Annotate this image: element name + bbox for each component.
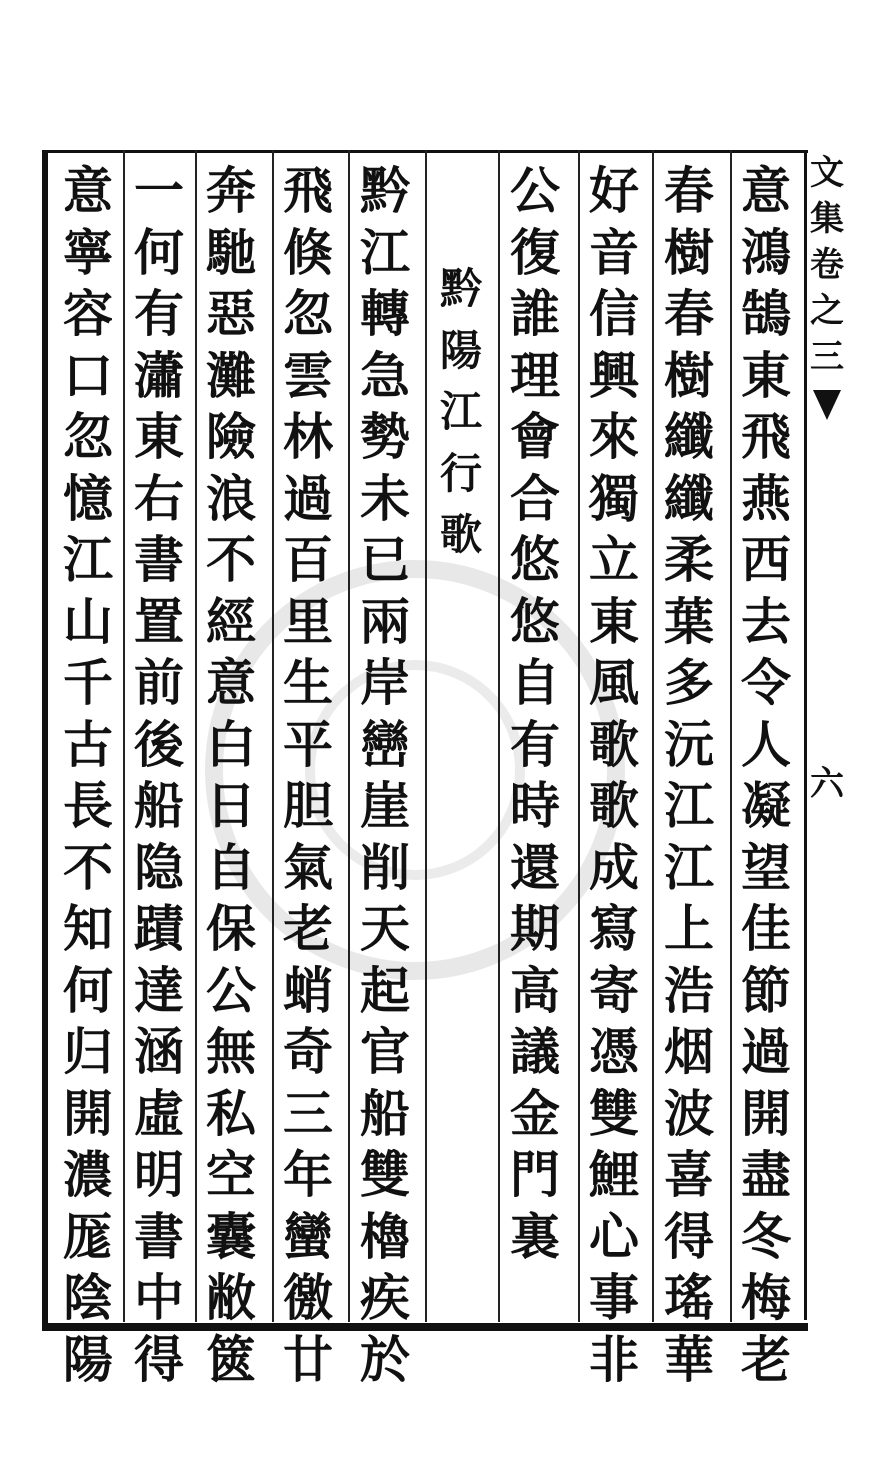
text-column-1 [734,160,798,1390]
character: 雙 [589,1083,639,1143]
character: 達 [134,960,184,1020]
character: 浩 [664,960,714,1020]
character: 保 [206,899,256,958]
character: 過 [283,468,333,528]
character: 期 [510,899,560,958]
character: 開 [741,1083,791,1143]
character: 東 [589,591,639,651]
character: 雲 [283,345,333,405]
character: 雙 [360,1145,410,1204]
column-rule [425,150,427,1322]
character: 灘 [206,345,256,405]
character: 興 [589,345,639,405]
character: 奔 [206,161,256,220]
character: 篋 [206,1329,256,1389]
character: 起 [360,960,410,1020]
character: 江 [439,387,482,436]
margin-character: 集 [810,199,844,239]
leaf-number: 六 [810,764,844,804]
character: 江 [360,222,410,282]
character: 有 [510,714,560,774]
character: 倏 [283,222,333,282]
character: 生 [283,653,333,712]
character: 春 [664,284,714,343]
character: 寧 [63,222,113,282]
character: 令 [741,653,791,712]
character: 合 [510,468,560,528]
character: 老 [283,899,333,958]
character: 山 [63,591,113,651]
character: 議 [510,1022,560,1081]
character: 兩 [360,591,410,651]
character: 歌 [439,510,482,559]
character: 喜 [664,1145,714,1204]
character: 林 [283,407,333,466]
character: 老 [741,1329,791,1389]
character: 口 [63,345,113,405]
character: 長 [63,776,113,835]
character: 未 [360,468,410,528]
character: 西 [741,530,791,589]
character: 瑤 [664,1268,714,1327]
text-column-7 [276,160,340,1390]
character: 巒 [360,714,410,774]
character: 立 [589,530,639,589]
character: 已 [360,530,410,589]
character: 公 [206,960,256,1020]
character: 隐 [134,837,184,897]
character: 勢 [360,407,410,466]
character: 來 [589,407,639,466]
column-rule [123,150,125,1322]
poem-title-column [429,258,493,566]
character: 不 [206,530,256,589]
text-column-3 [582,160,646,1390]
column-rule [652,150,654,1322]
character: 還 [510,837,560,897]
character: 音 [589,222,639,282]
character: 金 [510,1083,560,1143]
text-column-10 [56,160,120,1390]
character: 成 [589,837,639,897]
character: 悠 [510,530,560,589]
margin-character: 卷 [810,245,844,285]
character: 非 [589,1329,639,1389]
character: 百 [283,530,333,589]
character: 柔 [664,530,714,589]
character: 風 [589,653,639,712]
character: 囊 [206,1206,256,1266]
text-column-6 [353,160,417,1390]
character: 自 [510,653,560,712]
character: 高 [510,960,560,1020]
margin-character: 之 [810,291,844,331]
character: 惡 [206,284,256,343]
character: 涵 [134,1022,184,1081]
character: 誰 [510,284,560,343]
character: 不 [63,837,113,897]
character: 悠 [510,591,560,651]
character: 去 [741,591,791,651]
character: 蛸 [283,960,333,1020]
character: 瀟 [134,345,184,405]
character: 何 [134,222,184,282]
character: 梅 [741,1268,791,1327]
character: 虛 [134,1083,184,1143]
character: 氣 [283,837,333,897]
character: 得 [664,1206,714,1266]
character: 無 [206,1022,256,1081]
character: 三 [283,1083,333,1143]
character: 飛 [283,161,333,220]
book-margin [804,150,847,1320]
character: 日 [206,776,256,835]
character: 過 [741,1022,791,1081]
character: 江 [664,837,714,897]
character: 黔 [360,161,410,220]
character: 平 [283,714,333,774]
character: 轉 [360,284,410,343]
character: 冬 [741,1206,791,1266]
character: 白 [206,714,256,774]
character: 時 [510,776,560,835]
character: 經 [206,591,256,651]
character: 寄 [589,960,639,1020]
character: 敝 [206,1268,256,1327]
character: 櫓 [360,1206,410,1266]
character: 心 [589,1206,639,1266]
character: 奇 [283,1022,333,1081]
character: 鵠 [741,284,791,343]
character: 官 [360,1022,410,1081]
character: 有 [134,284,184,343]
character: 憑 [589,1022,639,1081]
character: 船 [360,1083,410,1143]
character: 樹 [664,222,714,282]
book-title [810,150,844,380]
fishtail-mark [813,390,841,420]
character: 蹟 [134,899,184,958]
character: 盡 [741,1145,791,1204]
column-rule [272,150,274,1322]
character: 節 [741,960,791,1020]
character: 波 [664,1083,714,1143]
text-column-4 [503,160,567,1267]
character: 險 [206,407,256,466]
character: 置 [134,591,184,651]
character: 復 [510,222,560,282]
character: 削 [360,837,410,897]
column-rule [730,150,732,1322]
character: 纖 [664,468,714,528]
column-rule [498,150,500,1322]
character: 厖 [63,1206,113,1266]
character: 多 [664,653,714,712]
character: 蠻 [283,1206,333,1266]
character: 獨 [589,468,639,528]
character: 華 [664,1329,714,1389]
character: 忽 [63,407,113,466]
column-rule [348,150,350,1322]
character: 歌 [589,776,639,835]
character: 葉 [664,591,714,651]
character: 陽 [439,325,482,375]
character: 陰 [63,1268,113,1327]
character: 春 [664,161,714,220]
character: 一 [134,161,184,220]
character: 右 [134,468,184,528]
character: 東 [741,345,791,405]
character: 意 [741,161,791,220]
character: 開 [63,1083,113,1143]
text-column-9 [127,160,191,1390]
character: 中 [134,1268,184,1327]
character: 纖 [664,407,714,466]
column-rule [578,150,580,1322]
character: 燕 [741,468,791,528]
character: 古 [63,714,113,774]
character: 前 [134,653,184,712]
character: 望 [741,837,791,897]
character: 徼 [283,1268,333,1327]
character: 馳 [206,222,256,282]
character: 好 [589,161,639,220]
character: 忽 [283,284,333,343]
character: 鴻 [741,222,791,282]
character: 空 [206,1145,256,1204]
character: 會 [510,407,560,466]
character: 容 [63,284,113,343]
margin-character: 文 [810,153,844,193]
character: 憶 [63,468,113,528]
character: 行 [439,448,482,498]
character: 書 [134,1206,184,1266]
character: 疾 [360,1268,410,1327]
character: 陽 [63,1329,113,1389]
character: 胆 [283,776,333,835]
character: 明 [134,1145,184,1204]
character: 飛 [741,407,791,466]
character: 岸 [360,653,410,712]
character: 理 [510,345,560,405]
character: 烟 [664,1022,714,1081]
character: 信 [589,284,639,343]
character: 裏 [510,1206,560,1266]
text-column-8 [199,160,263,1390]
character: 人 [741,714,791,774]
character: 浪 [206,468,256,528]
character: 天 [360,899,410,958]
character: 廿 [283,1329,333,1389]
column-rule [195,150,197,1322]
character: 江 [63,530,113,589]
character: 寫 [589,899,639,958]
character: 千 [63,653,113,712]
character: 凝 [741,776,791,835]
character: 上 [664,899,714,958]
character: 歌 [589,714,639,774]
character: 樹 [664,345,714,405]
margin-character: 三 [810,337,844,377]
character: 年 [283,1145,333,1204]
character: 後 [134,714,184,774]
character: 沅 [664,714,714,774]
character: 私 [206,1083,256,1143]
character: 江 [664,776,714,835]
character: 佳 [741,899,791,958]
character: 里 [283,591,333,651]
character: 濃 [63,1145,113,1204]
character: 意 [206,653,256,712]
character: 知 [63,899,113,958]
character: 自 [206,837,256,897]
character: 归 [63,1022,113,1081]
character: 船 [134,776,184,835]
text-column-2 [657,160,721,1390]
character: 公 [510,161,560,220]
character: 書 [134,530,184,589]
character: 於 [360,1329,410,1389]
character: 何 [63,960,113,1020]
character: 事 [589,1268,639,1327]
character: 意 [63,161,113,220]
character: 黔 [439,264,482,313]
character: 崖 [360,776,410,835]
character: 鯉 [589,1145,639,1204]
character: 得 [134,1329,184,1389]
character: 急 [360,345,410,405]
character: 門 [510,1145,560,1204]
character: 東 [134,407,184,466]
